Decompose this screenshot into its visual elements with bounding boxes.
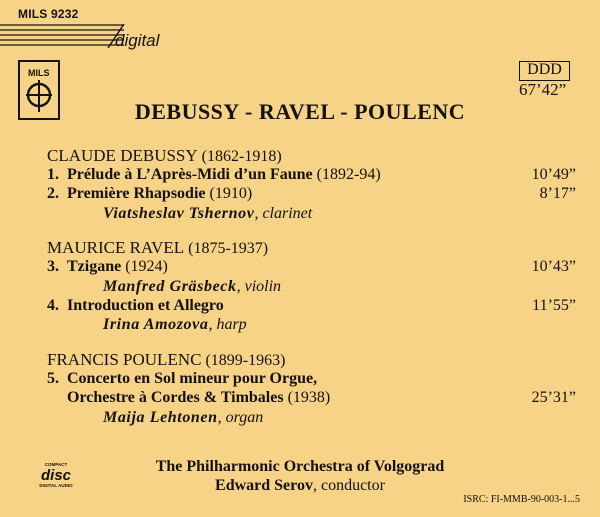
- total-time: 67’42”: [519, 80, 567, 99]
- performer-name: Viatsheslav Tshernov: [103, 205, 255, 222]
- track-number: 4.: [47, 297, 59, 314]
- track-duration: 25’31”: [531, 389, 576, 406]
- composer-name: CLAUDE DEBUSSY: [47, 146, 198, 165]
- track-number: 1.: [47, 166, 59, 183]
- track-duration: 10’49”: [531, 166, 576, 183]
- track-year: (1892-94): [316, 166, 381, 183]
- mils-logo-text: MILS: [28, 68, 50, 78]
- track-year: (1938): [287, 389, 331, 406]
- track-title: Tzigane: [67, 258, 122, 275]
- digital-label: digital: [115, 31, 160, 50]
- track-row: [47, 297, 224, 315]
- track-title: Introduction et Allegro: [67, 297, 224, 314]
- catalog-number: MILS 9232: [18, 7, 79, 21]
- performer-name: Irina Amozova: [103, 316, 209, 333]
- isrc-code: ISRC: FI-MMB-90-003-1...5: [463, 494, 580, 505]
- track-row: [47, 258, 168, 276]
- performer-role: , harp: [208, 316, 247, 333]
- track-duration: 11’55”: [532, 297, 576, 314]
- ddd-badge: DDD: [519, 61, 570, 81]
- performer-name: Maija Lehtonen: [103, 409, 218, 426]
- track-number: 5.: [47, 370, 59, 387]
- header-stripes: [0, 22, 128, 50]
- composer-dates: (1899-1963): [205, 352, 286, 369]
- track-duration: 8’17”: [539, 185, 576, 202]
- conductor-line: [0, 477, 600, 495]
- composer-name: FRANCIS POULENC: [47, 350, 202, 369]
- performer-line: [103, 409, 263, 427]
- conductor-role: , conductor: [312, 477, 385, 494]
- composer-dates: (1875-1937): [188, 240, 269, 257]
- album-title: DEBUSSY - RAVEL - POULENC: [134, 99, 466, 124]
- svg-text:DIGITAL AUDIO: DIGITAL AUDIO: [39, 483, 73, 488]
- track-duration: 10’43”: [531, 258, 576, 275]
- track-title: Prélude à L’Après-Midi d’un Faune: [67, 166, 313, 183]
- track-number: 3.: [47, 258, 59, 275]
- performer-line: [103, 316, 247, 334]
- composer-dates: (1862-1918): [201, 148, 282, 165]
- performer-role: , organ: [217, 409, 264, 426]
- composer-name: MAURICE RAVEL: [47, 238, 185, 257]
- track-row: [47, 370, 317, 388]
- composer-heading: [47, 146, 282, 166]
- svg-text:disc: disc: [40, 467, 72, 484]
- conductor-name: Edward Serov: [215, 477, 313, 494]
- performer-name: Manfred Gräsbeck: [103, 278, 237, 295]
- track-title-line2: Orchestre à Cordes & Timbales: [67, 389, 284, 406]
- performer-role: , violin: [236, 278, 282, 295]
- orchestra-name: The Philharmonic Orchestra of Volgograd: [155, 458, 445, 475]
- performer-line: [103, 278, 281, 296]
- composer-heading: [47, 238, 268, 258]
- performer-role: , clarinet: [254, 205, 313, 222]
- track-row: [47, 166, 381, 184]
- track-year: (1910): [209, 185, 253, 202]
- track-title: Concerto en Sol mineur pour Orgue,: [67, 370, 318, 387]
- track-number: 2.: [47, 185, 59, 202]
- composer-heading: [47, 350, 285, 370]
- track-row: [47, 185, 252, 203]
- track-year: (1924): [125, 258, 168, 275]
- svg-text:COMPACT: COMPACT: [44, 462, 68, 467]
- performer-line: [103, 205, 312, 223]
- track-row-continued: [67, 389, 330, 407]
- track-title: Première Rhapsodie: [67, 185, 206, 202]
